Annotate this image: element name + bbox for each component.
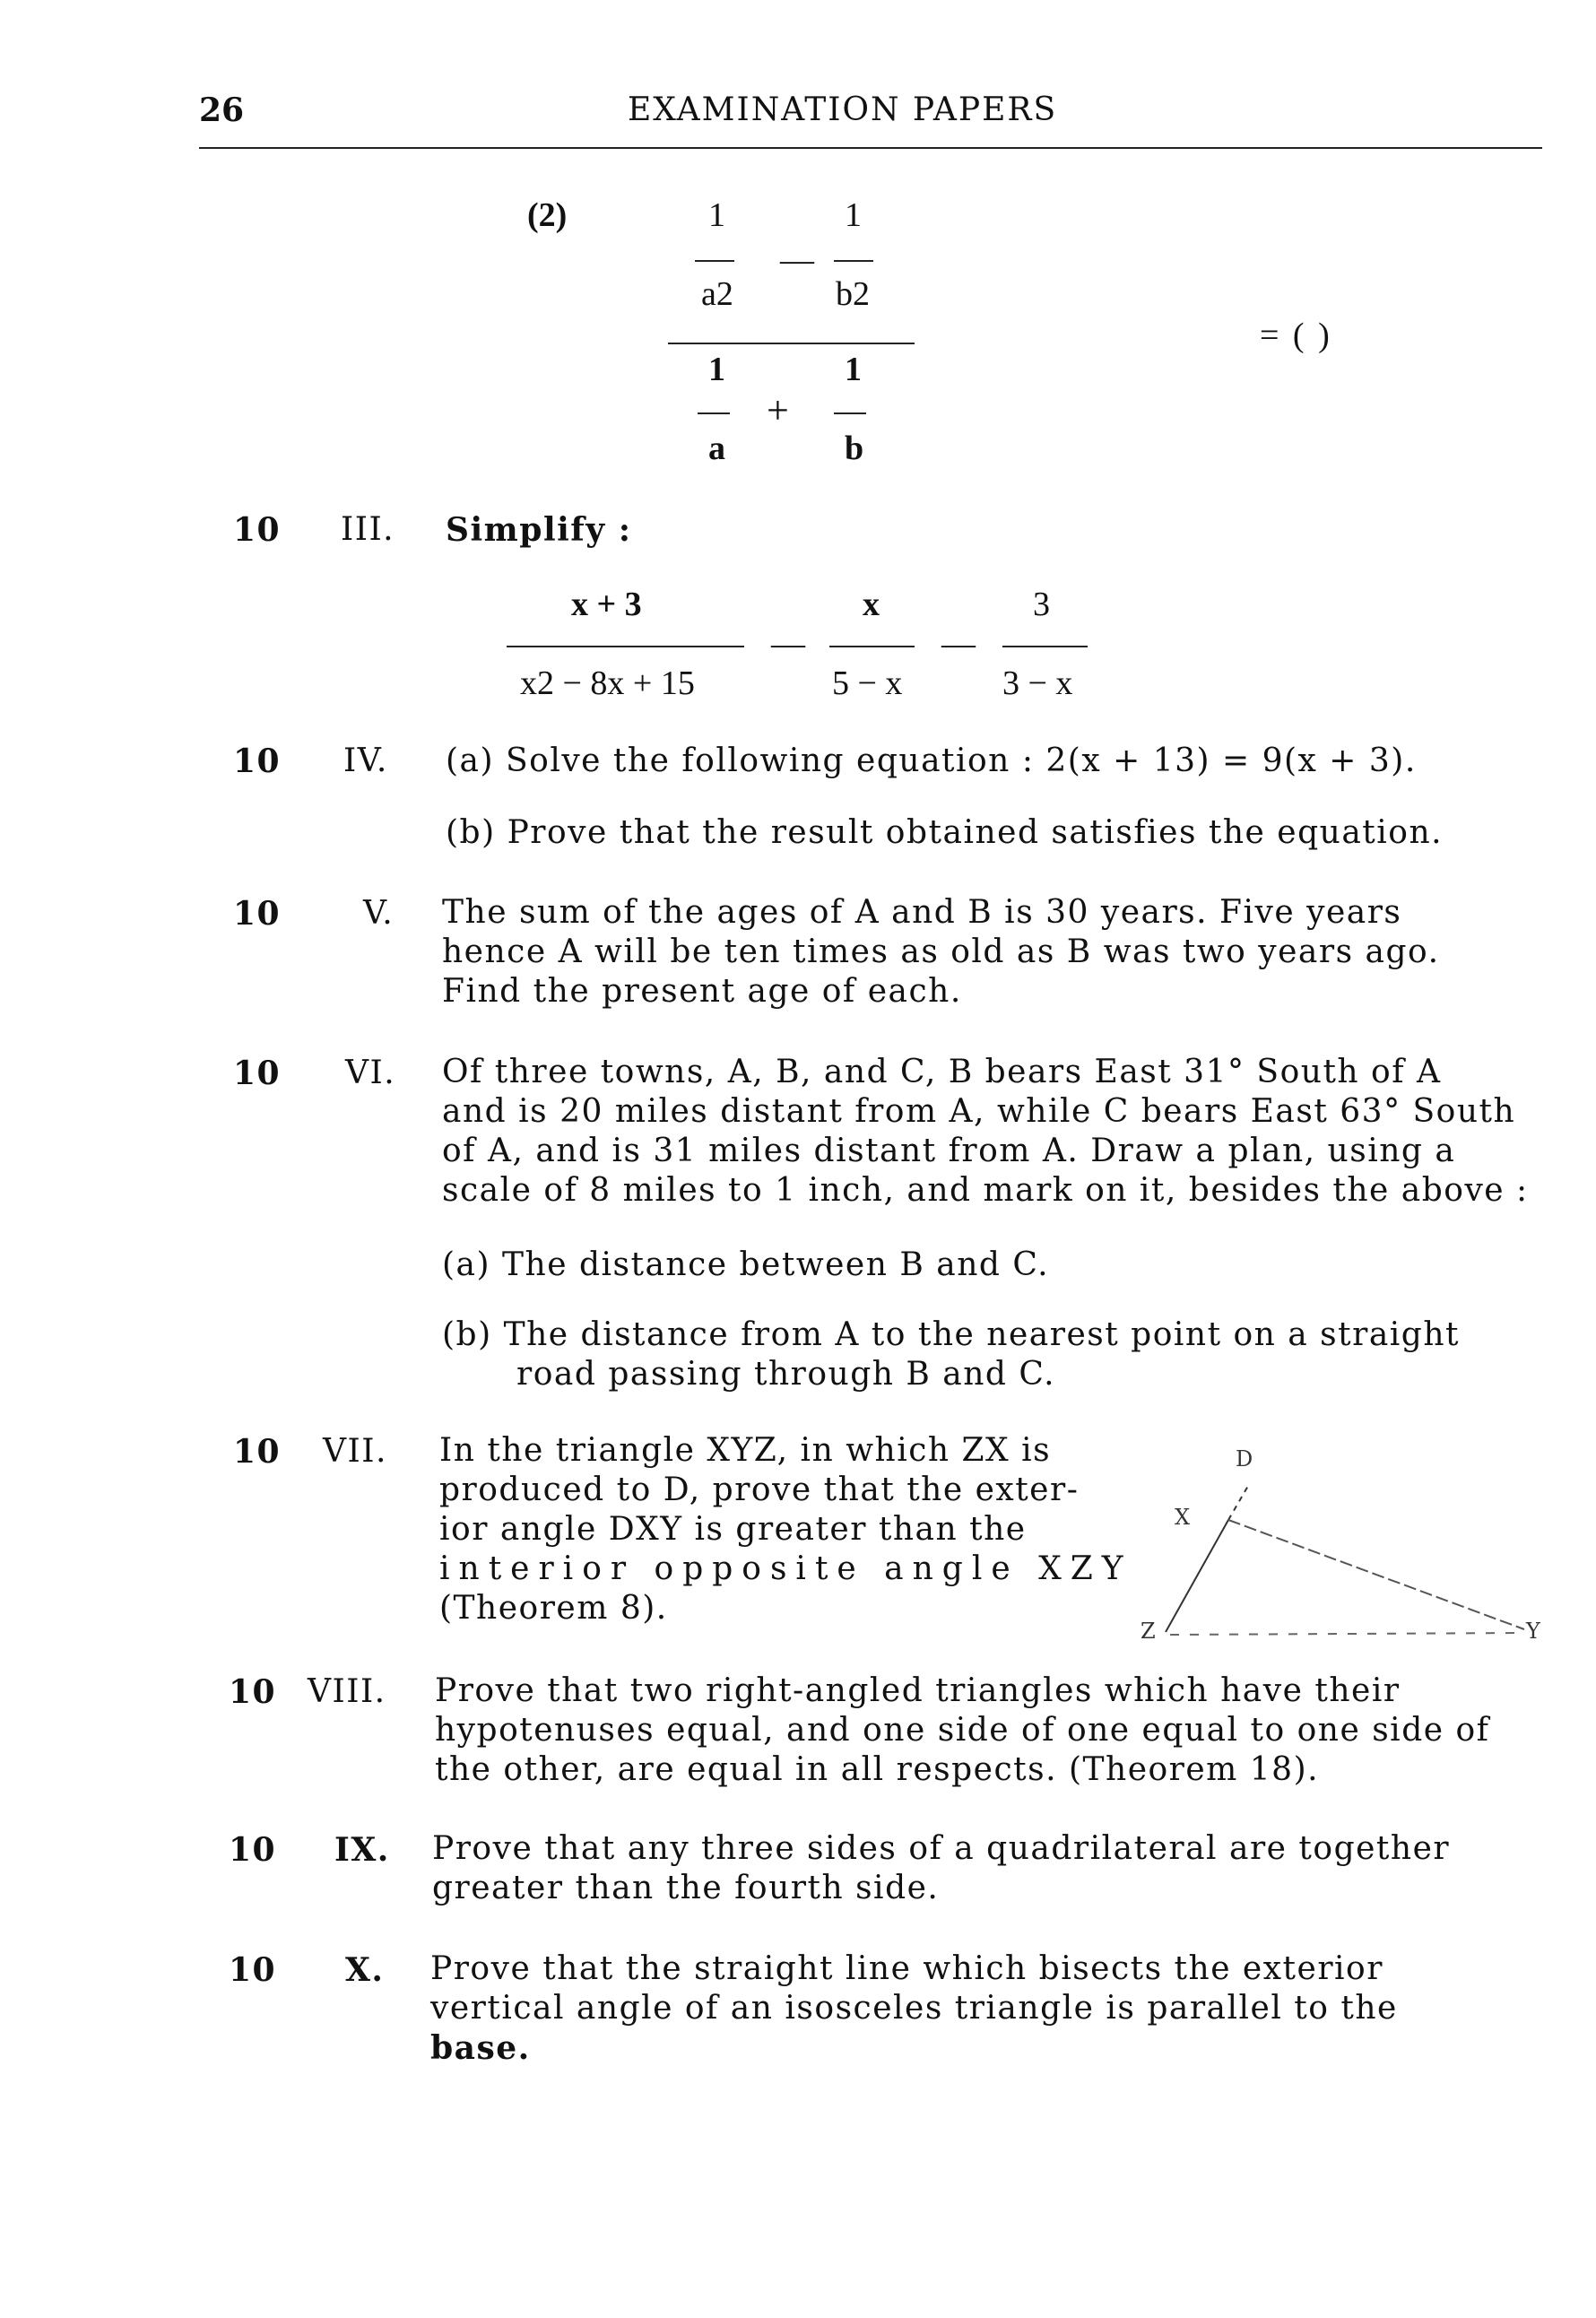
- marks: 10: [233, 1055, 282, 1092]
- marks: 10: [229, 1673, 277, 1711]
- main-fraction-bar: [668, 343, 915, 344]
- question-text: (a) Solve the following equation : 2(x + 13) = 9(x + 3).: [446, 742, 1417, 779]
- question-text: Simplify :: [446, 511, 632, 549]
- fraction-numerator: 1: [845, 351, 862, 388]
- fraction-bar: [698, 412, 730, 414]
- question-body: [442, 893, 1440, 1011]
- plus-sign: +: [767, 388, 789, 432]
- question-line: interior opposite angle XZY: [439, 1550, 1132, 1587]
- question-number: VI.: [345, 1055, 396, 1091]
- fraction-bar: [507, 646, 744, 647]
- question-line: The sum of the ages of A and B is 30 years. Five years: [442, 894, 1402, 931]
- sub-question: (b) The distance from A to the nearest point on a straight: [442, 1316, 1461, 1353]
- question-body: [439, 1431, 1132, 1628]
- fraction-numerator: 1: [708, 196, 725, 234]
- question-line: Of three towns, A, B, and C, B bears East 31° South of A: [442, 1054, 1442, 1090]
- fraction-bar: [834, 260, 873, 262]
- marks: 10: [233, 895, 282, 933]
- fraction-numerator: 3: [1033, 586, 1050, 623]
- question-number: VII.: [323, 1433, 387, 1470]
- fraction-denominator: a: [708, 430, 725, 467]
- side-zx: [1166, 1520, 1228, 1632]
- question-line: base.: [430, 2029, 531, 2067]
- question-number: V.: [363, 895, 395, 932]
- fraction-bar: [834, 412, 866, 414]
- question-line: and is 20 miles distant from A, while C bears East 63° South: [442, 1093, 1516, 1130]
- fraction-denominator: a2: [701, 275, 733, 313]
- fraction-denominator: b: [845, 430, 864, 467]
- fraction-numerator: 1: [708, 351, 725, 388]
- question-line: of A, and is 31 miles distant from A. Draw a plan, using a: [442, 1133, 1456, 1169]
- label-y: Y: [1526, 1619, 1540, 1644]
- question-line: Prove that two right-angled triangles which have their: [435, 1672, 1401, 1709]
- fraction-denominator: b2: [836, 275, 870, 313]
- question-line: scale of 8 miles to 1 inch, and mark on it, besides the above :: [442, 1172, 1529, 1209]
- question-line: Find the present age of each.: [442, 973, 962, 1010]
- question-body: [442, 1053, 1529, 1211]
- minus-sign: —: [780, 241, 814, 279]
- question-line: Prove that any three sides of a quadrilateral are together: [432, 1830, 1451, 1867]
- question-body: [435, 1671, 1489, 1790]
- fraction-bar: [1002, 646, 1088, 647]
- minus-sign: —: [771, 625, 805, 663]
- question-line: greater than the fourth side.: [432, 1870, 940, 1906]
- question-line: hence A will be ten times as old as B was two years ago.: [442, 933, 1440, 970]
- fraction-denominator: x2 − 8x + 15: [520, 664, 695, 702]
- part-label: (2): [527, 196, 568, 234]
- marks: 10: [229, 1951, 277, 1989]
- fraction-denominator: 3 − x: [1002, 664, 1073, 702]
- question-body: [432, 1829, 1450, 1908]
- question-number: X.: [345, 1951, 385, 1989]
- sub-question: (a) The distance between B and C.: [442, 1246, 1050, 1283]
- label-d: D: [1236, 1446, 1253, 1472]
- marks: 10: [233, 742, 282, 780]
- fraction-numerator: x + 3: [571, 586, 642, 623]
- question-line: In the triangle XYZ, in which ZX is: [439, 1432, 1052, 1469]
- triangle-figure: [1085, 1430, 1551, 1645]
- header-rule: [199, 147, 1542, 149]
- question-line: produced to D, prove that the exter-: [439, 1472, 1080, 1508]
- sub-question-continued: road passing through B and C.: [516, 1356, 1056, 1393]
- question-line: ior angle DXY is greater than the: [439, 1511, 1027, 1548]
- question-line: (Theorem 8).: [439, 1590, 668, 1627]
- question-line: the other, are equal in all respects. (Theorem 18).: [435, 1751, 1320, 1788]
- side-xy: [1228, 1520, 1524, 1629]
- fraction-numerator: x: [863, 586, 880, 623]
- question-number: IV.: [343, 742, 388, 779]
- minus-sign: —: [941, 625, 976, 663]
- page-number: 26: [199, 91, 245, 129]
- running-title: EXAMINATION PAPERS: [628, 91, 1058, 128]
- marks: 10: [233, 1433, 282, 1471]
- label-x: X: [1175, 1505, 1191, 1530]
- fraction-denominator: 5 − x: [832, 664, 903, 702]
- produced-xd: [1228, 1486, 1248, 1520]
- side-zy: [1170, 1633, 1524, 1635]
- question-line: Prove that the straight line which bisects the exterior: [430, 1950, 1383, 1987]
- result-placeholder: = ( ): [1260, 317, 1332, 354]
- fraction-numerator: 1: [845, 196, 862, 234]
- question-text: (b) Prove that the result obtained satisfies the equation.: [446, 814, 1444, 851]
- fraction-bar: [695, 260, 734, 262]
- question-line: hypotenuses equal, and one side of one equal to one side of: [435, 1712, 1490, 1749]
- label-z: Z: [1141, 1619, 1156, 1644]
- question-number: III.: [341, 511, 395, 548]
- question-number: VIII.: [308, 1673, 386, 1710]
- question-line: vertical angle of an isosceles triangle is parallel to the: [430, 1990, 1398, 2027]
- marks: 10: [229, 1831, 277, 1869]
- question-number: IX.: [334, 1831, 390, 1869]
- marks: 10: [233, 511, 282, 549]
- fraction-bar: [829, 646, 915, 647]
- question-body: [430, 1949, 1398, 2068]
